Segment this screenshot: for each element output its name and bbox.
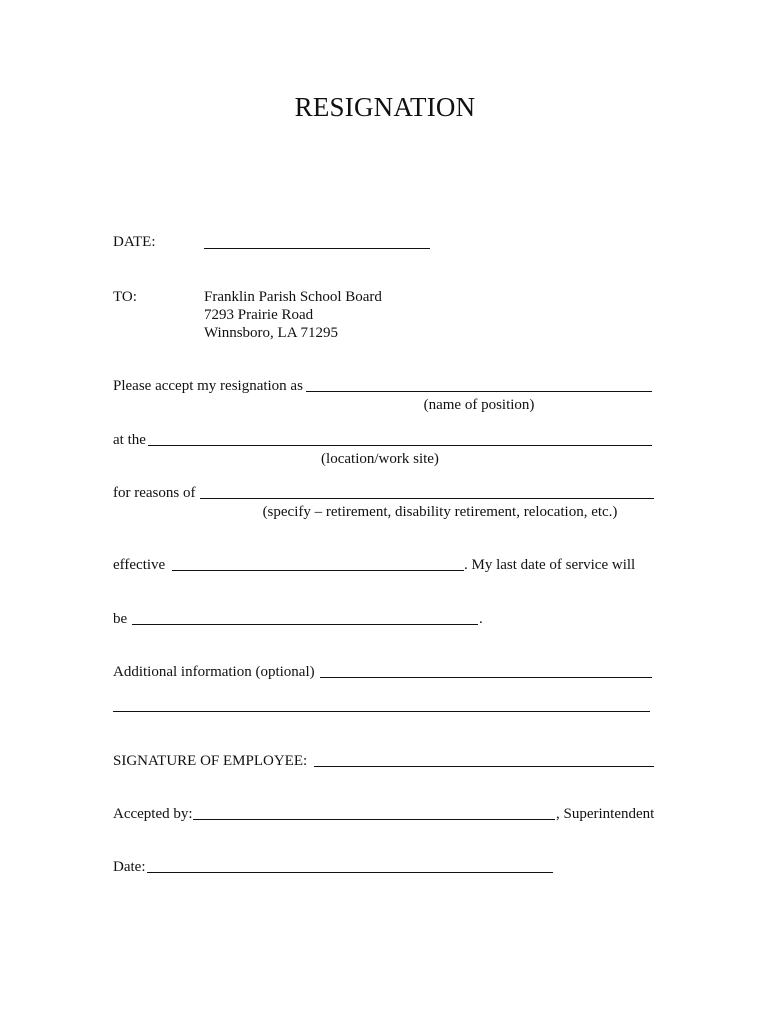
reasons-label: for reasons of [113,485,196,501]
location-caption: (location/work site) [321,451,439,467]
final-date-line[interactable] [147,872,553,873]
signature-line[interactable] [314,766,654,767]
last-date-period: . [479,611,483,627]
effective-trailing-text: . My last date of service will [464,557,636,573]
last-date-label: be [113,611,128,627]
reasons-caption: (specify – retirement, disability retirement, relocation, etc.) [262,504,618,520]
effective-label: effective [113,557,166,573]
reasons-field-line[interactable] [200,498,654,499]
address-line-3: Winnsboro, LA 71295 [204,325,338,341]
signature-label: SIGNATURE OF EMPLOYEE: [113,753,308,769]
additional-info-label: Additional information (optional) [113,664,315,680]
date-label: DATE: [113,234,156,250]
to-label: TO: [113,289,137,305]
effective-date-line[interactable] [172,570,464,571]
position-caption: (name of position) [423,397,535,413]
accepted-by-line[interactable] [193,819,555,820]
form-title: RESIGNATION [294,92,476,122]
final-date-label: Date: [113,859,146,875]
superintendent-text: , Superintendent [556,806,655,822]
address-line-1: Franklin Parish School Board [204,289,382,305]
additional-info-line-1[interactable] [320,677,652,678]
location-label: at the [113,432,146,448]
position-field-line[interactable] [306,391,652,392]
last-date-line[interactable] [132,624,478,625]
additional-info-line-2[interactable] [113,711,650,712]
location-field-line[interactable] [148,445,652,446]
date-field-line[interactable] [204,248,430,249]
address-line-2: 7293 Prairie Road [204,307,314,323]
position-label: Please accept my resignation as [113,378,303,394]
accepted-by-label: Accepted by: [113,806,193,822]
